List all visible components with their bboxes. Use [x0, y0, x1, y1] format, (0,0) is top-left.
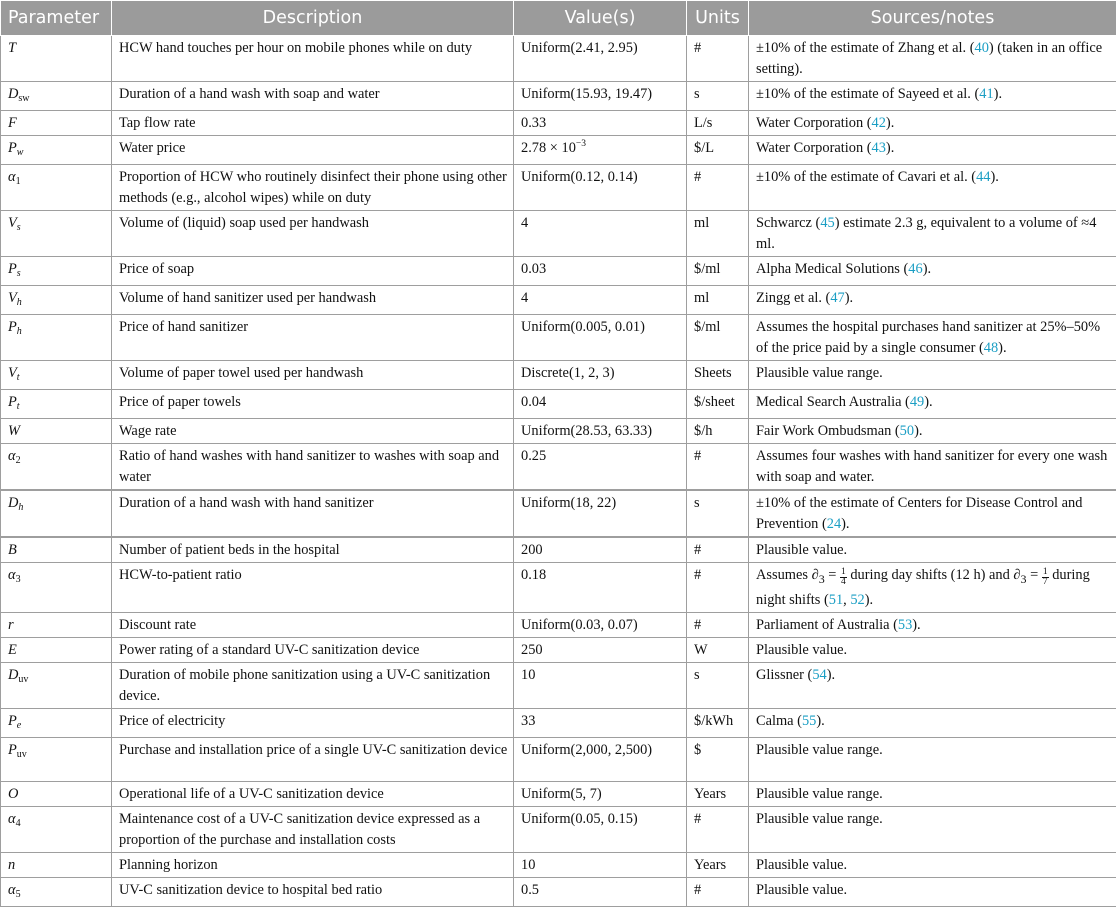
note-text: Plausible value.	[756, 642, 847, 658]
source-note	[749, 165, 1116, 211]
table-row	[1, 612, 1116, 637]
note-text: ).	[827, 667, 835, 683]
note-text: ).	[886, 115, 894, 131]
parameter-unit: #	[687, 806, 749, 852]
parameter-symbol	[1, 361, 112, 390]
parameter-value	[514, 390, 687, 419]
parameter-description: Price of soap	[112, 257, 514, 286]
parameter-value	[514, 612, 687, 637]
source-note	[749, 806, 1116, 852]
symbol-base: α	[8, 567, 16, 583]
source-note	[749, 877, 1116, 906]
table-row	[1, 537, 1116, 563]
parameter-unit: #	[687, 612, 749, 637]
value-text: 0.04	[521, 394, 546, 410]
note-text: ).	[912, 617, 920, 633]
note-text: Parliament of Australia (	[756, 617, 898, 633]
source-note	[749, 257, 1116, 286]
note-text: ).	[923, 261, 931, 277]
parameter-unit: $	[687, 737, 749, 781]
source-note	[749, 136, 1116, 165]
parameter-description: HCW-to-patient ratio	[112, 563, 514, 613]
parameter-value	[514, 36, 687, 82]
parameter-value	[514, 490, 687, 537]
parameter-value	[514, 662, 687, 708]
note-text: =	[825, 567, 840, 583]
source-note	[749, 662, 1116, 708]
symbol-base: n	[8, 857, 15, 873]
citation-link[interactable]: 47	[830, 290, 844, 306]
parameter-symbol	[1, 390, 112, 419]
parameter-description: Operational life of a UV-C sanitization device	[112, 781, 514, 806]
citation-link[interactable]: 51	[829, 592, 843, 608]
symbol-subscript: uv	[18, 674, 28, 685]
parameter-unit: s	[687, 490, 749, 537]
parameter-value	[514, 537, 687, 563]
parameter-value	[514, 315, 687, 361]
parameter-unit: Years	[687, 781, 749, 806]
parameter-unit: ml	[687, 211, 749, 257]
symbol-subscript: uv	[17, 749, 27, 760]
fraction-numerator: 1	[840, 568, 847, 578]
fraction-denominator: 7	[1042, 578, 1049, 587]
symbol-base: V	[8, 215, 17, 231]
source-note	[749, 390, 1116, 419]
symbol-base: B	[8, 542, 17, 558]
note-text: during day shifts (12 h) and ∂	[847, 567, 1021, 583]
parameter-unit: #	[687, 563, 749, 613]
note-text: ) estimate 2.3 g, equivalent to a volume of ≈4 ml.	[756, 215, 1096, 252]
note-text: Plausible value range.	[756, 811, 883, 827]
table-row	[1, 361, 1116, 390]
table-row	[1, 315, 1116, 361]
table-body	[1, 36, 1116, 907]
symbol-base: α	[8, 811, 16, 827]
symbol-base: P	[8, 140, 17, 156]
parameter-symbol	[1, 82, 112, 111]
parameter-value	[514, 877, 687, 906]
value-text: 10	[521, 857, 535, 873]
value-text: Uniform(0.12, 0.14)	[521, 169, 638, 185]
table-row	[1, 165, 1116, 211]
note-text: ).	[865, 592, 873, 608]
parameter-symbol	[1, 877, 112, 906]
fraction-denominator: 4	[840, 578, 847, 587]
value-text: Uniform(5, 7)	[521, 786, 602, 802]
parameter-symbol	[1, 612, 112, 637]
symbol-subscript: s	[17, 222, 21, 233]
parameter-symbol	[1, 781, 112, 806]
table-row	[1, 286, 1116, 315]
parameter-description: Planning horizon	[112, 852, 514, 877]
parameter-value	[514, 361, 687, 390]
parameter-value	[514, 136, 687, 165]
parameter-value	[514, 82, 687, 111]
parameter-description: Wage rate	[112, 419, 514, 444]
parameter-description: Water price	[112, 136, 514, 165]
note-text: Calma (	[756, 713, 802, 729]
parameter-value	[514, 257, 687, 286]
value-text: Discrete(1, 2, 3)	[521, 365, 615, 381]
parameter-unit: Years	[687, 852, 749, 877]
source-note	[749, 708, 1116, 737]
value-exponent: −3	[576, 139, 586, 149]
value-text: 200	[521, 542, 543, 558]
note-text: Plausible value range.	[756, 365, 883, 381]
value-text: 0.25	[521, 448, 546, 464]
parameter-unit: L/s	[687, 111, 749, 136]
symbol-subscript: 5	[16, 889, 21, 900]
parameter-unit: Sheets	[687, 361, 749, 390]
parameter-symbol	[1, 36, 112, 82]
note-subscript: 3	[819, 572, 825, 586]
symbol-subscript: 1	[16, 176, 21, 187]
note-text: Water Corporation (	[756, 140, 872, 156]
table-row	[1, 662, 1116, 708]
citation-link[interactable]: 45	[820, 215, 834, 231]
table-row	[1, 390, 1116, 419]
value-text: Uniform(2,000, 2,500)	[521, 742, 652, 758]
parameter-symbol	[1, 490, 112, 537]
symbol-base: P	[8, 319, 17, 335]
parameter-description: Volume of paper towel used per handwash	[112, 361, 514, 390]
parameter-unit: $/ml	[687, 257, 749, 286]
symbol-base: P	[8, 261, 17, 277]
citation-link[interactable]: 43	[872, 140, 886, 156]
symbol-base: α	[8, 169, 16, 185]
source-note	[749, 737, 1116, 781]
value-text: 4	[521, 215, 528, 231]
parameter-description: Volume of hand sanitizer used per handwash	[112, 286, 514, 315]
symbol-base: O	[8, 786, 18, 802]
table-row	[1, 257, 1116, 286]
note-text: ).	[914, 423, 922, 439]
citation-link[interactable]: 50	[900, 423, 914, 439]
source-note	[749, 286, 1116, 315]
parameter-symbol	[1, 637, 112, 662]
table-header	[1, 1, 1116, 36]
parameter-symbol	[1, 708, 112, 737]
parameter-unit: s	[687, 662, 749, 708]
note-text: ).	[990, 169, 998, 185]
parameter-value	[514, 737, 687, 781]
note-text: ).	[924, 394, 932, 410]
symbol-subscript: sw	[18, 93, 29, 104]
symbol-subscript: t	[17, 401, 20, 412]
source-note	[749, 537, 1116, 563]
symbol-subscript: h	[17, 326, 22, 337]
parameter-unit: $/kWh	[687, 708, 749, 737]
table-row	[1, 136, 1116, 165]
citation-link[interactable]: 42	[872, 115, 886, 131]
header-parameter: Parameter	[1, 1, 112, 36]
symbol-base: F	[8, 115, 17, 131]
source-note	[749, 315, 1116, 361]
symbol-base: V	[8, 365, 17, 381]
table-row	[1, 563, 1116, 613]
value-text: Uniform(15.93, 19.47)	[521, 86, 652, 102]
table-row	[1, 737, 1116, 781]
note-text: Plausible value.	[756, 882, 847, 898]
parameter-symbol	[1, 211, 112, 257]
citation-link[interactable]: 44	[976, 169, 990, 185]
source-note	[749, 612, 1116, 637]
value-text: Uniform(0.005, 0.01)	[521, 319, 645, 335]
value-text: 2.78 × 10	[521, 140, 576, 156]
parameter-value	[514, 563, 687, 613]
fraction	[840, 568, 847, 587]
note-text: ,	[843, 592, 850, 608]
note-text: Zingg et al. (	[756, 290, 830, 306]
parameter-symbol	[1, 444, 112, 491]
note-text: Medical Search Australia (	[756, 394, 910, 410]
parameter-symbol	[1, 537, 112, 563]
parameter-symbol	[1, 257, 112, 286]
parameter-symbol	[1, 662, 112, 708]
parameter-symbol	[1, 563, 112, 613]
source-note	[749, 563, 1116, 613]
header-row	[1, 1, 1116, 36]
citation-link[interactable]: 52	[850, 592, 864, 608]
fraction-numerator: 1	[1042, 568, 1049, 578]
note-text: Plausible value.	[756, 542, 847, 558]
note-text: Fair Work Ombudsman (	[756, 423, 900, 439]
symbol-subscript: h	[17, 297, 22, 308]
parameter-unit: ml	[687, 286, 749, 315]
symbol-subscript: 3	[16, 574, 21, 585]
parameter-unit: $/sheet	[687, 390, 749, 419]
value-text: Uniform(18, 22)	[521, 495, 616, 511]
note-text: ±10% of the estimate of Zhang et al. (	[756, 40, 975, 56]
citation-link[interactable]: 55	[802, 713, 816, 729]
table-row	[1, 637, 1116, 662]
value-text: Uniform(2.41, 2.95)	[521, 40, 638, 56]
parameter-symbol	[1, 111, 112, 136]
citation-link[interactable]: 24	[827, 516, 841, 532]
symbol-subscript: w	[17, 147, 24, 158]
note-text: ).	[886, 140, 894, 156]
parameter-unit: W	[687, 637, 749, 662]
parameter-description: Duration of mobile phone sanitization using a UV-C sanitization device.	[112, 662, 514, 708]
note-text: Glissner (	[756, 667, 812, 683]
parameter-symbol	[1, 165, 112, 211]
citation-link[interactable]: 49	[910, 394, 924, 410]
parameter-description: Purchase and installation price of a single UV-C sanitization device	[112, 737, 514, 781]
citation-link[interactable]: 53	[898, 617, 912, 633]
parameter-value	[514, 708, 687, 737]
source-note	[749, 211, 1116, 257]
value-text: 0.5	[521, 882, 539, 898]
table-row	[1, 877, 1116, 906]
note-text: ) (taken in an office setting).	[756, 40, 1102, 77]
note-text: during night shifts (	[756, 567, 1090, 608]
note-subscript: 3	[1021, 572, 1027, 586]
note-text: Plausible value range.	[756, 742, 883, 758]
symbol-base: r	[8, 617, 14, 633]
note-text: Assumes the hospital purchases hand sanitizer at 25%–50% of the price paid by a single consumer (	[756, 319, 1100, 356]
value-text: 0.03	[521, 261, 546, 277]
parameter-unit: $/ml	[687, 315, 749, 361]
source-note	[749, 781, 1116, 806]
value-text: Uniform(0.05, 0.15)	[521, 811, 638, 827]
parameter-symbol	[1, 286, 112, 315]
source-note	[749, 490, 1116, 537]
source-note	[749, 361, 1116, 390]
citation-link[interactable]: 48	[984, 340, 998, 356]
note-text: ±10% of the estimate of Centers for Disease Control and Prevention (	[756, 495, 1082, 532]
parameter-description: Number of patient beds in the hospital	[112, 537, 514, 563]
note-text: =	[1027, 567, 1042, 583]
parameter-value	[514, 419, 687, 444]
parameter-description: Price of hand sanitizer	[112, 315, 514, 361]
note-text: ).	[994, 86, 1002, 102]
symbol-subscript: 4	[16, 818, 21, 829]
header-sources-notes: Sources/notes	[749, 1, 1116, 36]
symbol-base: P	[8, 394, 17, 410]
source-note	[749, 82, 1116, 111]
symbol-subscript: s	[17, 268, 21, 279]
parameter-unit: #	[687, 537, 749, 563]
value-text: Uniform(28.53, 63.33)	[521, 423, 652, 439]
parameter-description: Duration of a hand wash with soap and water	[112, 82, 514, 111]
parameter-value	[514, 286, 687, 315]
symbol-base: D	[8, 86, 18, 102]
symbol-base: E	[8, 642, 17, 658]
value-text: 33	[521, 713, 535, 729]
note-text: ±10% of the estimate of Sayeed et al. (	[756, 86, 979, 102]
table-row	[1, 211, 1116, 257]
value-text: 4	[521, 290, 528, 306]
parameter-description: Power rating of a standard UV-C sanitization device	[112, 637, 514, 662]
note-text: Plausible value.	[756, 857, 847, 873]
source-note	[749, 36, 1116, 82]
symbol-base: P	[8, 742, 17, 758]
parameter-description: Tap flow rate	[112, 111, 514, 136]
parameter-description: Duration of a hand wash with hand sanitizer	[112, 490, 514, 537]
parameter-value	[514, 806, 687, 852]
note-text: ±10% of the estimate of Cavari et al. (	[756, 169, 976, 185]
table-row	[1, 806, 1116, 852]
table-row	[1, 111, 1116, 136]
parameter-value	[514, 637, 687, 662]
fraction	[1042, 568, 1049, 587]
parameter-description: Ratio of hand washes with hand sanitizer to washes with soap and water	[112, 444, 514, 491]
symbol-base: T	[8, 40, 16, 56]
value-text: 0.33	[521, 115, 546, 131]
symbol-base: α	[8, 448, 16, 464]
parameter-value	[514, 211, 687, 257]
header-values: Value(s)	[514, 1, 687, 36]
symbol-base: V	[8, 290, 17, 306]
note-text: ).	[816, 713, 824, 729]
citation-link[interactable]: 40	[975, 40, 989, 56]
parameter-value	[514, 111, 687, 136]
note-text: Schwarcz (	[756, 215, 820, 231]
table-row	[1, 490, 1116, 537]
note-text: Plausible value range.	[756, 786, 883, 802]
symbol-base: D	[8, 495, 18, 511]
symbol-base: W	[8, 423, 20, 439]
symbol-base: D	[8, 667, 18, 683]
parameter-symbol	[1, 315, 112, 361]
source-note	[749, 419, 1116, 444]
symbol-subscript: t	[17, 372, 20, 383]
value-text: 10	[521, 667, 535, 683]
parameter-unit: s	[687, 82, 749, 111]
table-row	[1, 82, 1116, 111]
parameter-description: Discount rate	[112, 612, 514, 637]
parameter-unit: $/h	[687, 419, 749, 444]
citation-link[interactable]: 41	[979, 86, 993, 102]
source-note	[749, 444, 1116, 491]
value-text: 250	[521, 642, 543, 658]
parameter-symbol	[1, 737, 112, 781]
table-row	[1, 444, 1116, 491]
value-text: Uniform(0.03, 0.07)	[521, 617, 638, 633]
note-text: ).	[998, 340, 1006, 356]
parameter-description: UV-C sanitization device to hospital bed ratio	[112, 877, 514, 906]
note-text: Assumes ∂	[756, 567, 819, 583]
parameter-unit: #	[687, 444, 749, 491]
parameter-unit: #	[687, 36, 749, 82]
citation-link[interactable]: 54	[812, 667, 826, 683]
source-note	[749, 111, 1116, 136]
symbol-base: α	[8, 882, 16, 898]
parameter-symbol	[1, 806, 112, 852]
parameter-description: Price of electricity	[112, 708, 514, 737]
header-units: Units	[687, 1, 749, 36]
note-text: ).	[841, 516, 849, 532]
table-row	[1, 781, 1116, 806]
parameter-description: HCW hand touches per hour on mobile phones while on duty	[112, 36, 514, 82]
parameter-description: Proportion of HCW who routinely disinfect their phone using other methods (e.g., alcohol wipes) while on duty	[112, 165, 514, 211]
citation-link[interactable]: 46	[908, 261, 922, 277]
table-row	[1, 36, 1116, 82]
parameter-value	[514, 444, 687, 491]
note-text: Assumes four washes with hand sanitizer for every one wash with soap and water.	[756, 448, 1107, 485]
note-text: Water Corporation (	[756, 115, 872, 131]
parameter-description: Maintenance cost of a UV-C sanitization device expressed as a proportion of the purchase and installation costs	[112, 806, 514, 852]
table-row	[1, 419, 1116, 444]
header-description: Description	[112, 1, 514, 36]
symbol-base: P	[8, 713, 17, 729]
symbol-subscript: 2	[16, 455, 21, 466]
parameter-symbol	[1, 419, 112, 444]
parameter-description: Volume of (liquid) soap used per handwash	[112, 211, 514, 257]
source-note	[749, 637, 1116, 662]
symbol-subscript: h	[18, 502, 23, 513]
table-row	[1, 708, 1116, 737]
parameter-description: Price of paper towels	[112, 390, 514, 419]
value-text: 0.18	[521, 567, 546, 583]
parameter-value	[514, 165, 687, 211]
parameter-symbol	[1, 136, 112, 165]
parameter-value	[514, 781, 687, 806]
note-text: ).	[845, 290, 853, 306]
parameter-unit: #	[687, 877, 749, 906]
symbol-subscript: e	[17, 720, 21, 731]
note-text: Alpha Medical Solutions (	[756, 261, 908, 277]
parameter-unit: $/L	[687, 136, 749, 165]
parameter-unit: #	[687, 165, 749, 211]
